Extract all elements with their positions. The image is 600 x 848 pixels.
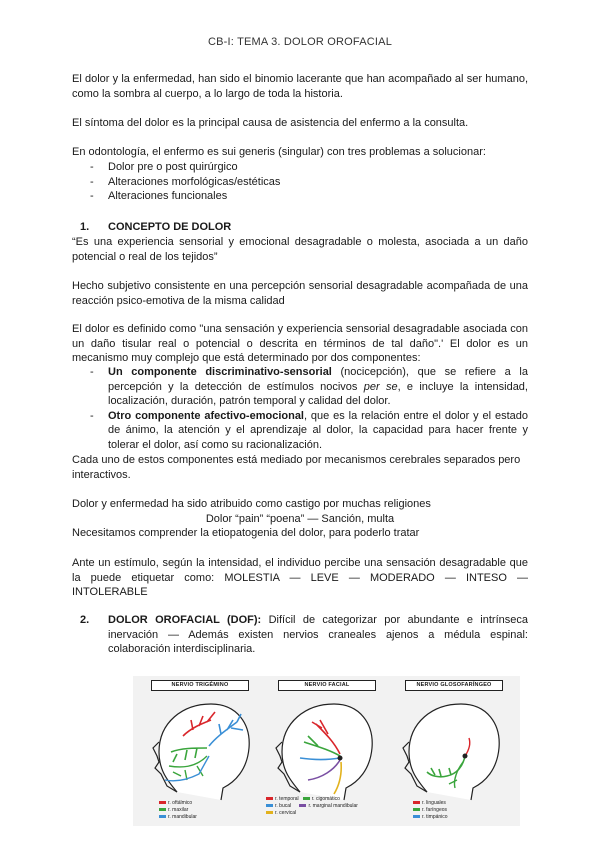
intro-paragraph-3: En odontología, el enfermo es sui generis (singular) con tres problemas a solucionar:	[72, 146, 486, 158]
legend-item: r. oftálmico	[159, 800, 197, 807]
intro-list	[72, 160, 528, 204]
page-header: CB-I: TEMA 3. DOLOR OROFACIAL	[207, 36, 393, 48]
legend-item: r. timpánico	[413, 814, 448, 821]
facial-panel	[264, 676, 388, 826]
section-1-heading: 1. CONCEPTO DE DOLOR	[80, 221, 232, 233]
list-item: - Alteraciones funcionales	[90, 190, 228, 202]
glossopharyngeal-legend	[413, 800, 448, 821]
trigeminal-legend	[159, 800, 197, 821]
section-1-paragraph-7: Necesitamos comprender la etiopatogenia del dolor, para poderlo tratar	[72, 527, 420, 539]
section-1-paragraph-5: Dolor y enfermedad ha sido atribuido como castigo por muchas religiones	[72, 498, 431, 510]
glossopharyngeal-panel	[391, 676, 515, 826]
legend-item: r. linguales	[413, 800, 448, 807]
section-2: 2. DOLOR OROFACIAL (DOF): Difícil de categorizar por abundante e intrínseca inervación — Además existen nervios craneales ajenos a médula espinal: colaboración interdisciplinaria.	[80, 614, 528, 655]
intro-paragraph-2: El síntoma del dolor es la principal causa de asistencia del enfermo a la consulta.	[72, 117, 469, 129]
panel-title: NERVIO FACIAL	[278, 680, 376, 691]
list-item: - Dolor pre o post quirúrgico	[90, 161, 238, 173]
section-1-paragraph-8: Ante un estímulo, según la intensidad, el individuo percibe una sensación desagradable que la puede etiquetar como: MOLESTIA — LEVE — MODERADO — INTESO — INTOLERABLE	[72, 557, 528, 598]
section-1-paragraph-6: Dolor “pain” “poena” — Sanción, multa	[205, 513, 395, 525]
legend-item: r. bucal r. marginal mandibular	[266, 803, 386, 810]
legend-item: r. maxilar	[159, 807, 197, 814]
list-item: - Alteraciones morfológicas/estéticas	[90, 175, 281, 188]
trigeminal-panel	[137, 676, 261, 826]
legend-item: r. mandibular	[159, 814, 197, 821]
intro-paragraph-1: El dolor y la enfermedad, han sido el binomio lacerante que han acompañado al ser humano, como la sombra al cuerpo, a lo largo de toda la historia.	[72, 73, 528, 100]
panel-title: NERVIO GLOSOFARÍNGEO	[405, 680, 503, 691]
section-1-paragraph-4: Cada uno de estos componentes está mediado por mecanismos cerebrales separados pero interactivos.	[72, 454, 521, 481]
panel-title: NERVIO TRIGÉMINO	[151, 680, 249, 691]
legend-item: r. temporal r. cigomático	[266, 796, 386, 803]
list-item: - Otro componente afectivo-emocional, que es la relación entre el dolor y el estado de ánimo, la atención y el aprendizaje al dolor, la capacidad para hacer frente y tolerar el dolor, así como su racionalización.	[90, 409, 528, 451]
legend-item: r. cervical	[266, 810, 386, 817]
trigeminal-diagram	[137, 676, 261, 826]
section-1-paragraph-2: Hecho subjetivo consistente en una percepción sensorial desagradable acompañada de una reacción psico-emotiva de la misma calidad	[72, 280, 528, 307]
section-1-paragraph-3: El dolor es definido como "una sensación y experiencia sensorial desagradable asociada con un daño tisular real o potencial o descrita en términos de tal daño".' El dolor es un mecanismo muy complejo que está determinado por dos componentes:	[72, 323, 528, 364]
components-list	[72, 365, 528, 452]
legend-item: r. faríngeos	[413, 807, 448, 814]
glossopharyngeal-diagram	[391, 676, 515, 826]
facial-legend	[266, 796, 386, 817]
list-item: - Un componente discriminativo-sensorial (nocicepción), que se refiere a la percepción y la detección de estímulos nocivos per se, e incluye la intensidad, localización, duración, patrón temporal y calidad del dolor.	[90, 366, 528, 407]
definition-quote: “Es una experiencia sensorial y emocional desagradable o molesta, asociada a un daño potencial o real de los tejidos”	[72, 236, 528, 263]
cranial-nerves-figure	[133, 676, 520, 826]
section-2-title: DOLOR OROFACIAL (DOF):	[108, 614, 262, 626]
